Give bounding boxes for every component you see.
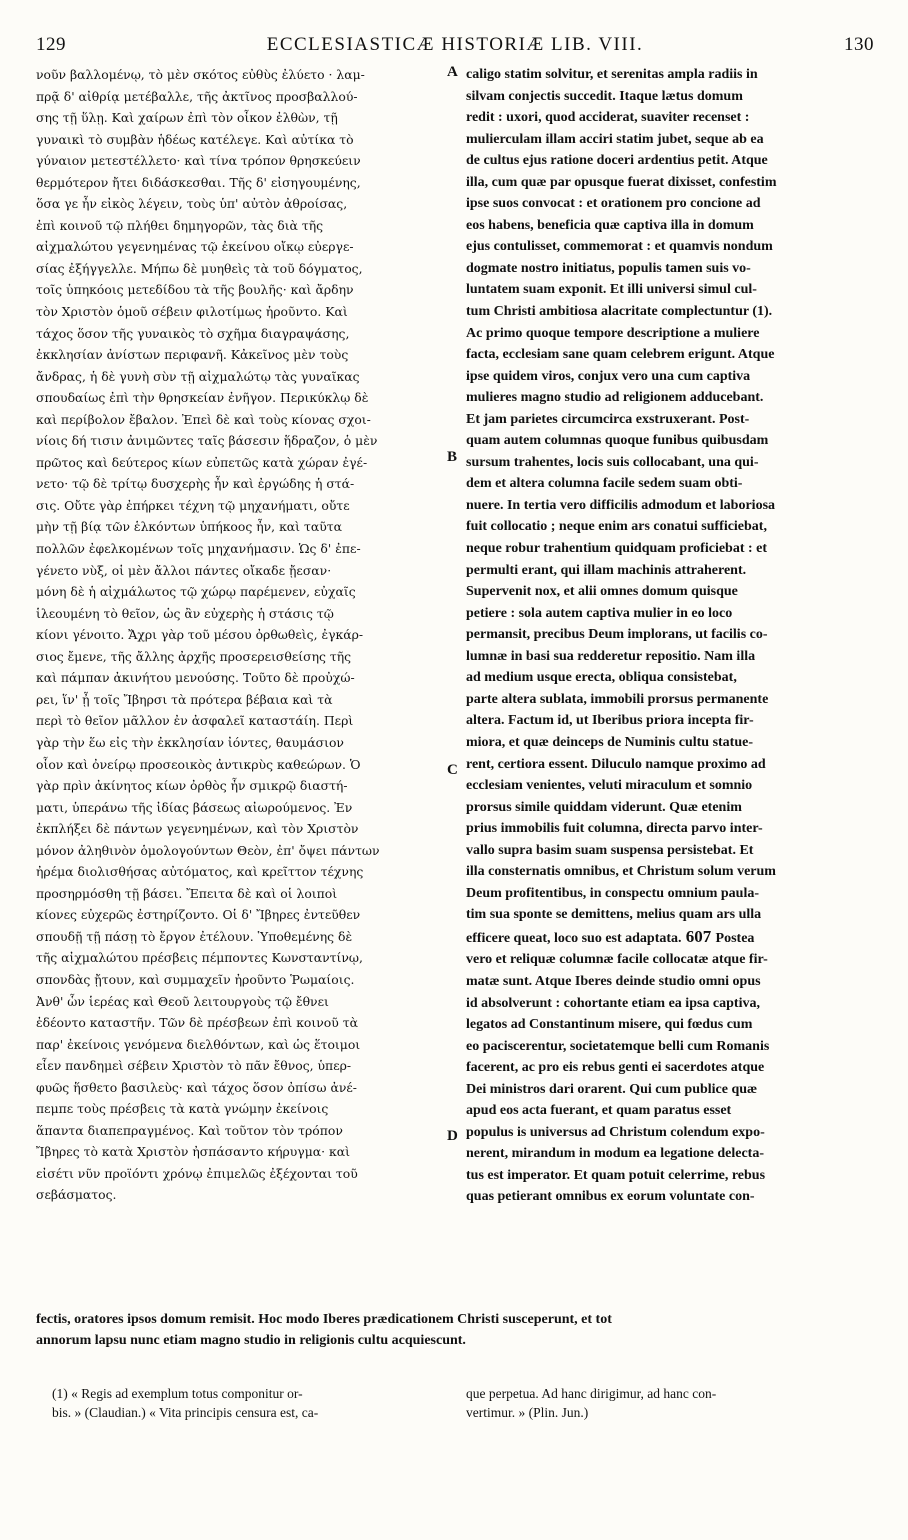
greek-text-line: καὶ πάμπαν ἀκινήτου μενούσης. Τοῦτο δὲ προὐχώ- (36, 670, 355, 686)
latin-text-line: Supervenit nox, et alii omnes domum quisque (466, 584, 738, 600)
latin-text-line: permansit, precibus Deum implorans, ut facilis co- (466, 627, 768, 643)
latin-text-column (466, 64, 874, 1208)
greek-text-line: αἰχμαλώτου γεγενημένας τῷ ἐκείνου οἴκῳ εὐεργε- (36, 239, 354, 255)
page-number-right: 130 (844, 34, 874, 55)
latin-text-line: tim sua sponte se demittens, melius quam ars ulla (466, 907, 762, 923)
greek-text-line: ἱλεουμένη τὸ θεῖον, ὡς ἂν εὐχερὴς ἡ στάσις τῷ (36, 605, 334, 621)
greek-text-line: ρει, ἵν' ᾖ τοῖς Ἴβηρσι τὰ πρότερα βέβαια καὶ τὰ (36, 691, 333, 707)
greek-text-line: Ἴβηρες τὸ κατὰ Χριστὸν ἠσπάσαντο κήρυγμα· καὶ (36, 1144, 350, 1160)
latin-text-line: luntatem suam exponit. Et illi universi simul cul- (466, 282, 757, 298)
footnote-line: vertimur. » (Plin. Jun.) (466, 1405, 589, 1420)
latin-text-line: vallo supra basim suam suspensa persistebat. Et (466, 842, 754, 858)
latin-text-line: silvam conjectis succedit. Itaque lætus domum (466, 88, 743, 104)
greek-text-line: ἐκκλησίαν ἀνίστων περιφανῆ. Κἀκεῖνος μὲν τοὺς (36, 347, 349, 363)
greek-text-line: ἐδέοντο καταστῆν. Τῶν δὲ πρέσβεων ἐπὶ κοινοῦ τὰ (36, 1015, 358, 1031)
footnote-line: bis. » (Claudian.) « Vita principis censura est, ca- (52, 1405, 319, 1420)
greek-text-line: πολλῶν ἐφελκομένων τοῖς μηχανήμασιν. Ὡς δ' ἐπε- (36, 541, 361, 557)
greek-text-line: νίοις δή τισιν ἀνιμῶντες ταῖς βάσεσιν ἥδραζον, ὁ μὲν (36, 433, 378, 449)
greek-text-line: σις. Οὔτε γὰρ ἐπήρκει τέχνη τῷ μηχανήματι, οὔτε (36, 497, 350, 513)
latin-text-line: prius immobilis fuit columna, directa parvo inter- (466, 821, 763, 837)
latin-text-line: populus is universus ad Christum colendum expo- (466, 1124, 765, 1140)
greek-text-line: ἅπαντα διαπεπραγμένος. Καὶ τοῦτον τὸν τρόπον (36, 1122, 343, 1138)
latin-text-line: mulieres magno studio ad religionem adducebant. (466, 390, 764, 406)
greek-text-line: προσηρμόσθη τῇ βάσει. Ἔπειτα δὲ καὶ οἱ λοιποὶ (36, 885, 338, 901)
latin-text-line: dogmate nostro initiatus, populis tamen suis vo- (466, 260, 751, 276)
latin-text-line: caligo statim solvitur, et serenitas ampla radiis in (466, 67, 758, 82)
greek-text-line: οἷον καὶ ὀνείρῳ προσεοικὸς ἀντικρὺς καθεώρων. Ὁ (36, 756, 361, 772)
greek-text-line: γὰρ πρὶν ἀκίνητος κίων ὀρθὸς ἦν σμικρῷ διαστή- (36, 778, 348, 794)
latin-text-line: Dei ministros dari orarent. Qui cum publice quæ (466, 1081, 758, 1097)
footnote-right (466, 1384, 876, 1422)
latin-text-line: prorsus simile quiddam viderunt. Quæ etenim (466, 799, 742, 815)
latin-text-line: eo paciscerentur, societatemque belli cum Romanis (466, 1038, 770, 1054)
latin-text-line: quas petierant omnibus ex eorum voluntate con- (466, 1189, 755, 1205)
greek-text-line: κίονες εὐχερῶς ἐστηρίζοντο. Οἱ δ' Ἴβηρες ἐντεῦθεν (36, 907, 361, 923)
latin-text-line: ecclesiam venientes, veluti miraculum et somnio (466, 778, 753, 794)
latin-text-line: illa consternatis omnibus, et Christum solum verum (466, 864, 776, 880)
latin-text-line: efficere queat, loco suo est adaptata. 607 Postea (466, 926, 755, 946)
latin-text-line: petiere : sola autem captiva mulier in eo loco (466, 605, 733, 621)
latin-text-line: ejus contulisset, commemorat : et quamvis nondum (466, 239, 773, 255)
greek-text-line: πρῶτος καὶ δεύτερος κίων εὐπετῶς κατὰ χώραν ἐγέ- (36, 454, 368, 470)
greek-text-line: μὴν τῇ βίᾳ τῶν ἑλκόντων ὑπήκοος ἦν, καὶ ταῦτα (36, 519, 342, 535)
latin-text-line: ipse suos convocat : et orationem pro concione ad (466, 196, 761, 212)
greek-text-line: ἐπὶ κοινοῦ τῷ πλήθει δημηγορῶν, τὰς διὰ τῆς (36, 217, 324, 233)
greek-text-line: μόνη δὲ ἡ αἰχμάλωτος τῷ χώρῳ παρέμενεν, εὐχαῖς (36, 584, 356, 600)
footnote-line: que perpetua. Ad hanc dirigimur, ad hanc con- (466, 1386, 717, 1401)
greek-text-line: φυῶς ἥσθετο βασιλεὺς· καὶ τάχος ὅσον ὀπίσω ἀνέ- (36, 1079, 357, 1095)
greek-text-line: εἶεν πανδημεὶ σέβειν Χριστὸν τὸ πᾶν ἔθνος, ὑπερ- (36, 1058, 352, 1074)
greek-text-line: περὶ τὸ θεῖον μᾶλλον ἐν ἀσφαλεῖ καταστάίη. Περὶ (36, 713, 354, 729)
latin-text-line: matæ sunt. Atque Iberes deinde studio omni opus (466, 973, 761, 989)
latin-text-line: Et jam parietes circumcirca exstruxerant. Post- (466, 411, 750, 427)
greek-text-line: σπονδὰς ᾔτουν, καὶ συμμαχεῖν ἠροῦντο Ῥωμαίοις. (36, 971, 355, 987)
running-header (36, 34, 874, 60)
latin-text-line: Deum profitentibus, in conspectu omnium paula- (466, 885, 760, 901)
latin-text-line: rent, certiora essent. Diluculo namque proximo ad (466, 756, 766, 772)
greek-text-line: μόνον ἀληθινὸν ὁμολογούντων Θεὸν, ἐπ' ὄψει πάντων (36, 842, 380, 858)
latin-text-line: tum Christi ambitiosa alacritate complectuntur (1). (466, 304, 773, 320)
greek-text-line: ὅσα γε ἦν εἰκὸς λέγειν, τοὺς ὑπ' αὐτὸν ἀθροίσας, (36, 196, 348, 212)
latin-text-line: redit : uxori, quod acciderat, suaviter recenset : (466, 110, 750, 126)
greek-text-line: κίονι γένοιτο. Ἄχρι γὰρ τοῦ μέσου ὀρθωθεὶς, ἐγκάρ- (36, 627, 364, 643)
greek-text-line: γυναικὶ τὸ συμβὰν ἡδέως κατέλεγε. Καὶ αὐτίκα τὸ (36, 131, 354, 147)
latin-text-line: fuit collocatio ; neque enim ars conatui sufficiebat, (466, 519, 767, 535)
latin-text-line: sursum trahentes, locis suis collocabant, una qui- (466, 454, 759, 470)
footnote-left (52, 1384, 442, 1422)
latin-text-line: nerent, mirandum in modum ea legatione delecta- (466, 1146, 764, 1162)
latin-text-line: quam autem columnas quoque funibus quibusdam (466, 433, 769, 449)
latin-text-line: apud eos acta fuerant, et quam paratus esset (466, 1103, 732, 1119)
page-number-left: 129 (36, 34, 66, 55)
latin-text-line: de cultus ejus ratione doceri ardentius petit. Atque (466, 153, 768, 169)
greek-text-line: τὸν Χριστὸν ὁμοῦ σέβειν φιλοτίμως ἡροῦντο. Καὶ (36, 304, 348, 320)
latin-text-line: miora, et quæ deinceps de Numinis cultu statue- (466, 734, 754, 750)
latin-text-line: parte altera sublata, immobili prorsus permanente (466, 691, 769, 707)
greek-text-line: σίας ἐξήγγελλε. Μήπω δὲ μυηθεὶς τὰ τοῦ δόγματος, (36, 260, 363, 276)
latin-text-line: ad medium usque erecta, obliqua consistebat, (466, 670, 737, 686)
greek-text-line: πρᾷ δ' αἰθρίᾳ μετέβαλλε, τῆς ἀκτῖνος προσβαλλού- (36, 88, 358, 104)
latin-text-line: tus est imperator. Et quam potuit celerrime, rebus (466, 1167, 766, 1183)
greek-text-line: ἄνδρας, ἡ δὲ γυνὴ σὺν τῇ αἰχμαλώτῳ τὰς γυναῖκας (36, 368, 360, 384)
greek-text-column (36, 64, 446, 1206)
greek-text-line: σπουδῇ τῇ πάσῃ τὸ ἔργον ἐτέλουν. Ὑποθεμένης δὲ (36, 928, 353, 944)
running-title: ECCLESIASTICÆ HISTORIÆ LIB. VIII. (266, 34, 644, 55)
latin-text-line: nuere. In tertia vero difficilis admodum et laboriosa (466, 497, 776, 513)
greek-text-line: τῆς αἰχμαλώτου πρέσβεις πέμποντες Κωνσταντίνῳ, (36, 950, 363, 966)
greek-text-line: σιος ἔμενε, τῆς ἄλλης ἀρχῆς προσερεισθείσης τῆς (36, 648, 352, 664)
greek-text-line: παρ' ἐκείνοις γενόμενα διελθόντων, καὶ ὡς ἕτοιμοι (36, 1036, 361, 1052)
latin-text-line: vero et reliquæ columnæ facile collocatæ atque fir- (466, 952, 768, 968)
latin-text-line: facta, ecclesiam sane quam celebrem erigunt. Atque (466, 347, 775, 363)
margin-marker-a: A (447, 64, 458, 80)
greek-text-line: γὰρ τὴν ἕω εἰς τὴν ἐκκλησίαν ἰόντες, θαυμάσιον (36, 734, 344, 750)
greek-text-line: πεμπε τοὺς πρέσβεις τὰ κατὰ γνώμην ἐκείνοις (36, 1101, 329, 1117)
greek-text-line: ἐκπλήξει δὲ πάντων γεγενημένων, καὶ τὸν Χριστὸν (36, 821, 359, 837)
latin-text-line: legatos ad Constantinum misere, qui fœdus cum (466, 1017, 753, 1033)
latin-text-fragment: Postea (715, 930, 755, 946)
latin-text-line: id absolverunt : cohortante etiam ea ipsa captiva, (466, 995, 760, 1011)
latin-text-line: facerent, ac pro eis rebus genti ei sacerdotes atque (466, 1060, 765, 1076)
margin-marker-c: C (447, 762, 458, 778)
greek-text-line: ἠρέμα διολισθήσας αὐτόματος, καὶ κρεῖττον τέχνης (36, 864, 364, 880)
greek-text-line: γύναιον μετεστέλλετο· καὶ τίνα τρόπον θρησκεύειν (36, 153, 361, 169)
latin-text-line: lumnæ in basi sua redderetur repositio. Nam illa (466, 648, 756, 664)
greek-text-line: τάχος ὅσον τῆς γυναικὸς τὸ σχῆμα διαγραψάσης, (36, 325, 350, 341)
column-number: 607 (681, 926, 716, 946)
greek-text-line: νετο· τῷ δὲ τρίτῳ δυσχερὴς ἦν καὶ ἐργώδης ἡ στά- (36, 476, 355, 492)
latin-text-line: dem et altera columna facile sedem suam obti- (466, 476, 743, 492)
greek-text-line: τοῖς ὑπηκόοις μετεδίδου τὰ τῆς βουλῆς· καὶ ἄρδην (36, 282, 354, 298)
continuation-line: annorum lapsu nunc etiam magno studio in religionis cultu acquiescunt. (36, 1333, 466, 1348)
latin-text-line: Ac primo quoque tempore descriptione a muliere (466, 325, 760, 341)
latin-text-line: ipse quidem viros, conjux vero una cum captiva (466, 368, 751, 384)
greek-text-line: θερμότερον ἤτει διδάσκεσθαι. Τῆς δ' εἰσηγουμένης, (36, 174, 361, 190)
greek-text-line: σεβάσματος. (36, 1187, 117, 1203)
latin-continuation-fullwidth (36, 1309, 874, 1351)
margin-marker-d: D (447, 1128, 458, 1144)
greek-text-line: νοῦν βαλλομένῳ, τὸ μὲν σκότος εὐθὺς ἐλύετο · λαμ- (36, 67, 365, 82)
greek-text-line: Ἀνθ' ὧν ἱερέας καὶ Θεοῦ λειτουργοὺς τῷ ἔθνει (36, 993, 329, 1009)
greek-text-line: γένετο νὺξ, οἱ μὲν ἄλλοι πάντες οἴκαδε ᾔεσαν· (36, 562, 332, 578)
greek-text-line: εἰσέτι νῦν προϊόντι χρόνῳ ἐπιμελῶς ἐξέχονται τοῦ (36, 1165, 358, 1181)
continuation-line: fectis, oratores ipsos domum remisit. Hoc modo Iberes prædicationem Christi susceperunt, et tot (36, 1312, 612, 1327)
latin-text-line: altera. Factum id, ut Iberibus priora incepta fir- (466, 713, 754, 729)
latin-text-line: permulti erant, qui illam machinis attraherent. (466, 562, 747, 578)
greek-text-line: ματι, ὑπεράνω τῆς ἰδίας βάσεως αἰωρούμενος. Ἐν (36, 799, 353, 815)
latin-text-line: mulierculam illam acciri statim jubet, seque ab ea (466, 131, 764, 147)
latin-text-line: eos habens, beneficia quæ captiva illa in domum (466, 217, 754, 233)
greek-text-line: καὶ περίβολον ἔβαλον. Ἐπεὶ δὲ καὶ τοὺς κίονας σχοι- (36, 411, 371, 427)
greek-text-line: σπουδαίως ἐπὶ τὴν θρησκείαν ἐνῆγον. Περικύκλῳ δὲ (36, 390, 369, 406)
footnote-line: (1) « Regis ad exemplum totus componitur or- (52, 1386, 303, 1401)
latin-text-line: neque robur trahentium quidquam proficiebat : et (466, 541, 768, 557)
margin-marker-b: B (447, 449, 458, 465)
latin-text-line: illa, cum quæ par opusque fuerat dixisset, confestim (466, 174, 777, 190)
greek-text-line: σης τῇ ὕλῃ. Καὶ χαίρων ἐπὶ τὸν οἶκον ἐλθὼν, τῇ (36, 110, 338, 126)
